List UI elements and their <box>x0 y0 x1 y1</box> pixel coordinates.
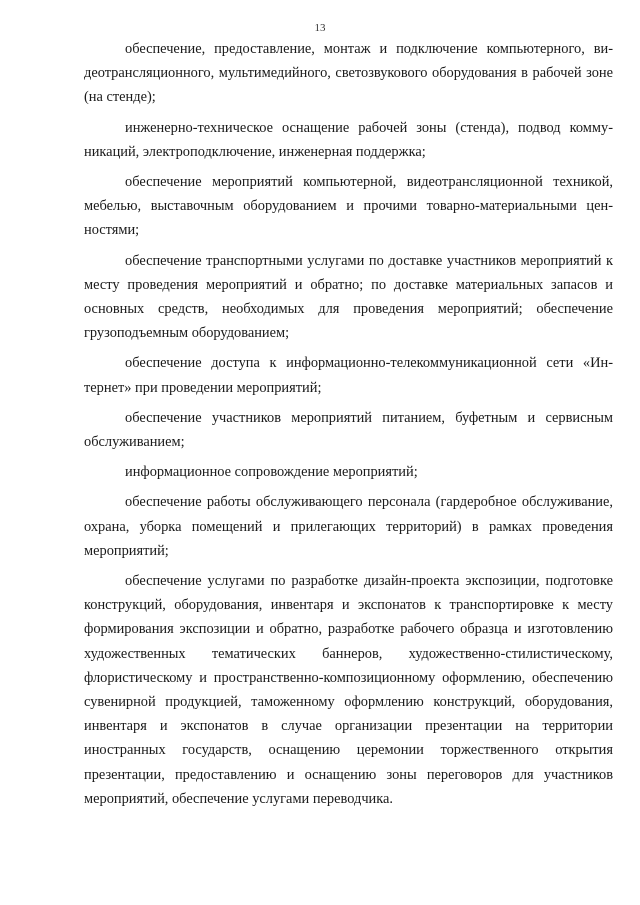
document-body <box>84 37 613 817</box>
paragraph-catering: обеспечение участников мероприятий питанием, буфетным и сервисным обслуживанием; <box>84 409 613 451</box>
paragraph-service-staff: обеспечение работы обслуживающего персонала (гардеробное обслуживание, охрана, уборка помещений и прилегающих территорий) в рамках проведения мероприятий; <box>84 494 613 559</box>
paragraph-engineering-support: инженерно-техническое оснащение рабочей зоны (стенда), подвод коммуникаций, электроподключение, инженерная поддержка; <box>84 119 613 160</box>
paragraph-computer-furniture: обеспечение мероприятий компьютерной, видеотрансляционной техникой, мебелью, выставочным оборудованием и прочими товарно-материальными ценностями; <box>84 174 613 239</box>
paragraph-information-support: информационное сопровождение мероприятий; <box>125 464 418 481</box>
paragraph-transport-services: обеспечение транспортными услугами по доставке участников мероприятий к месту проведения мероприятий и обратно; по доставке материальных запасов и основных средств, необходимых для проведения мероприятий; обеспечение грузоподъемным оборудованием; <box>84 252 613 342</box>
paragraph-equipment-installation: обеспечение, предоставление, монтаж и подключение компьютерного, видеотрансляционного, мультимедийного, светозвукового оборудования в рабочей зоне (на стенде); <box>84 41 613 106</box>
page-number: 13 <box>314 22 326 34</box>
paragraph-exposition-design: обеспечение услугами по разработке дизайн-проекта экспозиции, подготовке конструкций, оборудования, инвентаря и экспонатов к транспортировке к месту формирования экспозиции и обратно, разработке рабочего образца и изготовлению художественных тематических баннеров, художественно-стилистическому, флористическому и пространственно-композиционному оформлению, обеспечению сувенирной продукцией, таможенному оформлению конструкций, оборудования, инвентаря и экспонатов в случае организации презентации на территории иностранных государств, оснащению церемонии торжественного открытия презентации, предоставлению и оснащению зоны переговоров для участников мероприятий, обеспечение услугами переводчика. <box>84 573 613 807</box>
paragraph-internet-access: обеспечение доступа к информационно-телекоммуникационной сети «Интернет» при проведении мероприятий; <box>84 355 613 396</box>
